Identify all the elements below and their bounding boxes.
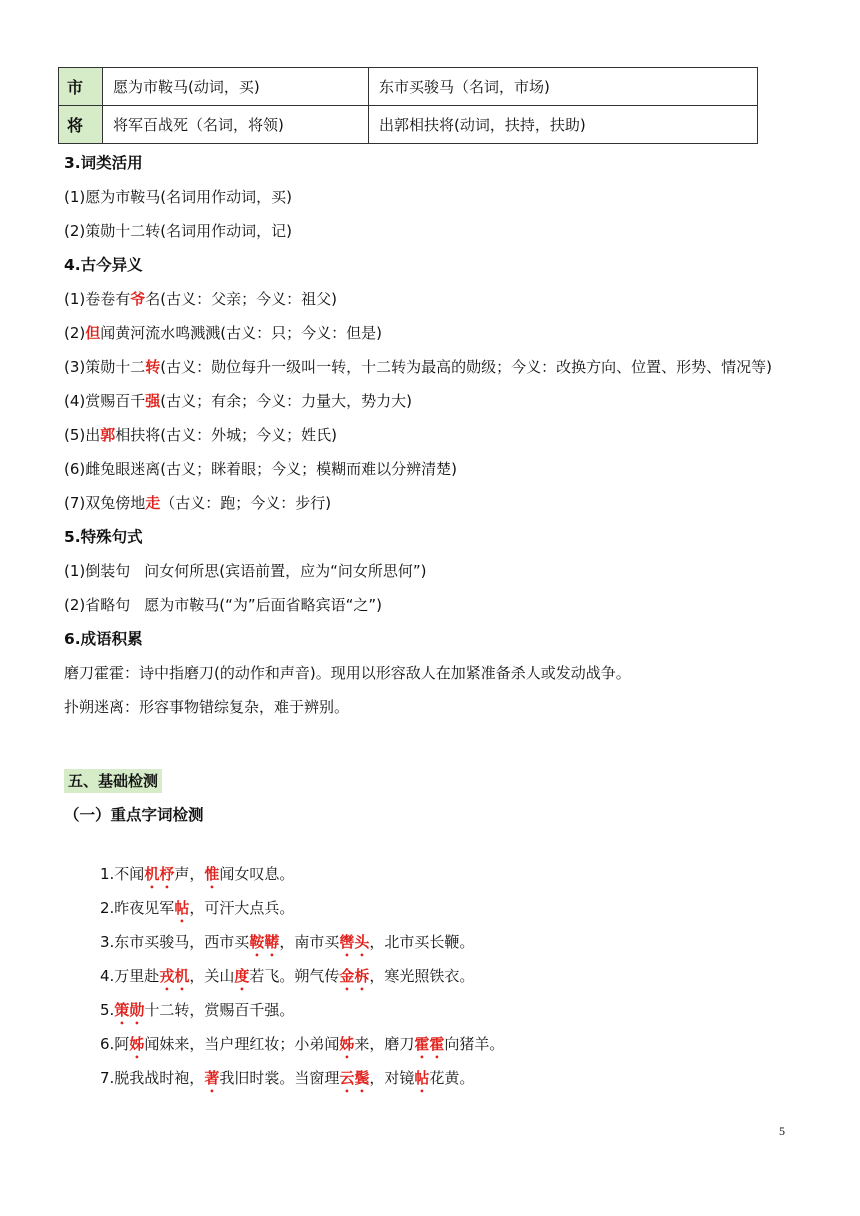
exercise-text: 闻妹来，当户理红妆；小弟闻 [144,1035,340,1053]
key-word: 郭 [100,426,116,444]
key-word: 云鬓 [339,1069,370,1087]
exercise-text: 来，磨刀 [354,1035,415,1053]
item-text: (5)出 [64,426,101,444]
item-text: (3)策勋十二 [64,358,146,376]
part-title-row [64,764,820,798]
key-word: 帖 [174,899,190,917]
table-char-cell: 将 [59,106,103,144]
exercise-text: 5. [100,1001,115,1019]
table-cell: 将军百战死（名词，将领) [103,106,369,144]
exercise-text: 4.万里赴 [100,967,160,985]
list-item [64,486,820,520]
item-text: (7)双兔傍地 [64,494,146,512]
key-word: 爷 [130,290,146,308]
exercise-text: 3.东市买骏马，西市买 [100,933,250,951]
key-word: 强 [145,392,161,410]
table-cell: 东市买骏马（名词，市场) [369,68,758,106]
table-row [59,68,758,106]
exercise-text: 向猪羊。 [444,1035,505,1053]
item-text: (4)赏赐百千 [64,392,146,410]
exercise-text: 1.不闻 [100,865,145,883]
key-word: 鞍鞯 [249,933,280,951]
exercise-text: 6.阿 [100,1035,130,1053]
exercise-text: 花黄。 [429,1069,475,1087]
table-cell: 愿为市鞍马(动词，买) [103,68,369,106]
exercise-text: 2.昨夜见军 [100,899,175,917]
polysemy-table [58,67,758,144]
exercise-item [100,1061,820,1095]
key-word: 辔头 [339,933,370,951]
exercise-item [100,959,820,993]
item-text: 相扶将(古义：外城；今义；姓氏) [115,426,337,444]
exercise-text: ，北市买长鞭。 [369,933,475,951]
key-word: 惟 [204,865,220,883]
key-word: 霍霍 [414,1035,445,1053]
item-text: 闻黄河流水鸣溅溅(古义：只；今义：但是) [100,324,382,342]
exercise-item [100,857,820,891]
key-word: 戎机 [159,967,190,985]
item-text: 问女何所思(宾语前置，应为“问女所思何”) [144,562,427,580]
table-cell: 出郭相扶将(动词，扶持，扶助) [369,106,758,144]
list-item [64,282,820,316]
list-item [64,554,820,588]
exercise-item [100,891,820,925]
key-word: 姊 [339,1035,355,1053]
exercise-list [100,857,820,1095]
page-number: 5 [779,1124,785,1138]
list-item [64,384,820,418]
exercise-text: ，寒光照铁衣。 [369,967,475,985]
list-item: (6)雌兔眼迷离(古义；眯着眼；今义；模糊而难以分辨清楚) [64,460,457,478]
list-item [64,418,820,452]
exercise-text: ，对镜 [369,1069,415,1087]
table-char-cell: 市 [59,68,103,106]
key-word: 著 [204,1069,220,1087]
key-word: 姊 [129,1035,145,1053]
item-text: (1)卷卷有 [64,290,131,308]
section-heading: 6.成语积累 [64,630,143,648]
list-item: (2)策勋十二转(名词用作动词，记) [64,222,292,240]
key-word: 度 [234,967,250,985]
exercise-text: 若飞。朔气传 [249,967,340,985]
key-word: 帖 [414,1069,430,1087]
exercise-text: 声， [174,865,205,883]
section-heading: 5.特殊句式 [64,528,143,546]
list-item: 扑朔迷离：形容事物错综复杂，难于辨别。 [64,698,350,716]
sub-heading: （一）重点字词检测 [64,806,204,824]
sentence-type-label: (2)省略句 [64,596,131,614]
exercise-text: 7.脱我战时袍， [100,1069,205,1087]
exercise-text: ，可汗大点兵。 [189,899,295,917]
exercise-text: 闻女叹息。 [219,865,295,883]
list-item [64,350,820,384]
section-heading: 3.词类活用 [64,154,143,172]
item-text: 愿为市鞍马(“为”后面省略宾语“之”) [144,596,383,614]
item-text: (古义：勋位每升一级叫一转，十二转为最高的勋级；今义：改换方向、位置、形势、情况等) [160,358,772,376]
notes-body [64,146,820,832]
item-text: 名(古义：父亲；今义：祖父) [145,290,337,308]
list-item: (1)愿为市鞍马(名词用作动词，买) [64,188,292,206]
exercise-text: 我旧时裳。当窗理 [219,1069,340,1087]
item-text: (2) [64,324,86,342]
exercise-text: ，关山 [189,967,235,985]
exercise-item [100,925,820,959]
table-row [59,106,758,144]
key-word: 转 [145,358,161,376]
list-item [64,316,820,350]
exercise-item [100,993,820,1027]
key-word: 机杼 [144,865,175,883]
exercise-text: ，南市买 [279,933,340,951]
key-word: 但 [85,324,101,342]
key-word: 走 [145,494,161,512]
sentence-type-label: (1)倒装句 [64,562,131,580]
item-text: （古义：跑；今义：步行) [160,494,332,512]
key-word: 策勋 [114,1001,145,1019]
item-text: (古义；有余；今义：力量大，势力大) [160,392,412,410]
section-heading: 4.古今异义 [64,256,143,274]
part-title: 五、基础检测 [64,769,162,793]
list-item [64,588,820,622]
key-word: 金柝 [339,967,370,985]
exercise-text: 十二转，赏赐百千强。 [144,1001,295,1019]
list-item: 磨刀霍霍：诗中指磨刀(的动作和声音)。现用以形容敌人在加紧准备杀人或发动战争。 [64,664,631,682]
exercise-item [100,1027,820,1061]
